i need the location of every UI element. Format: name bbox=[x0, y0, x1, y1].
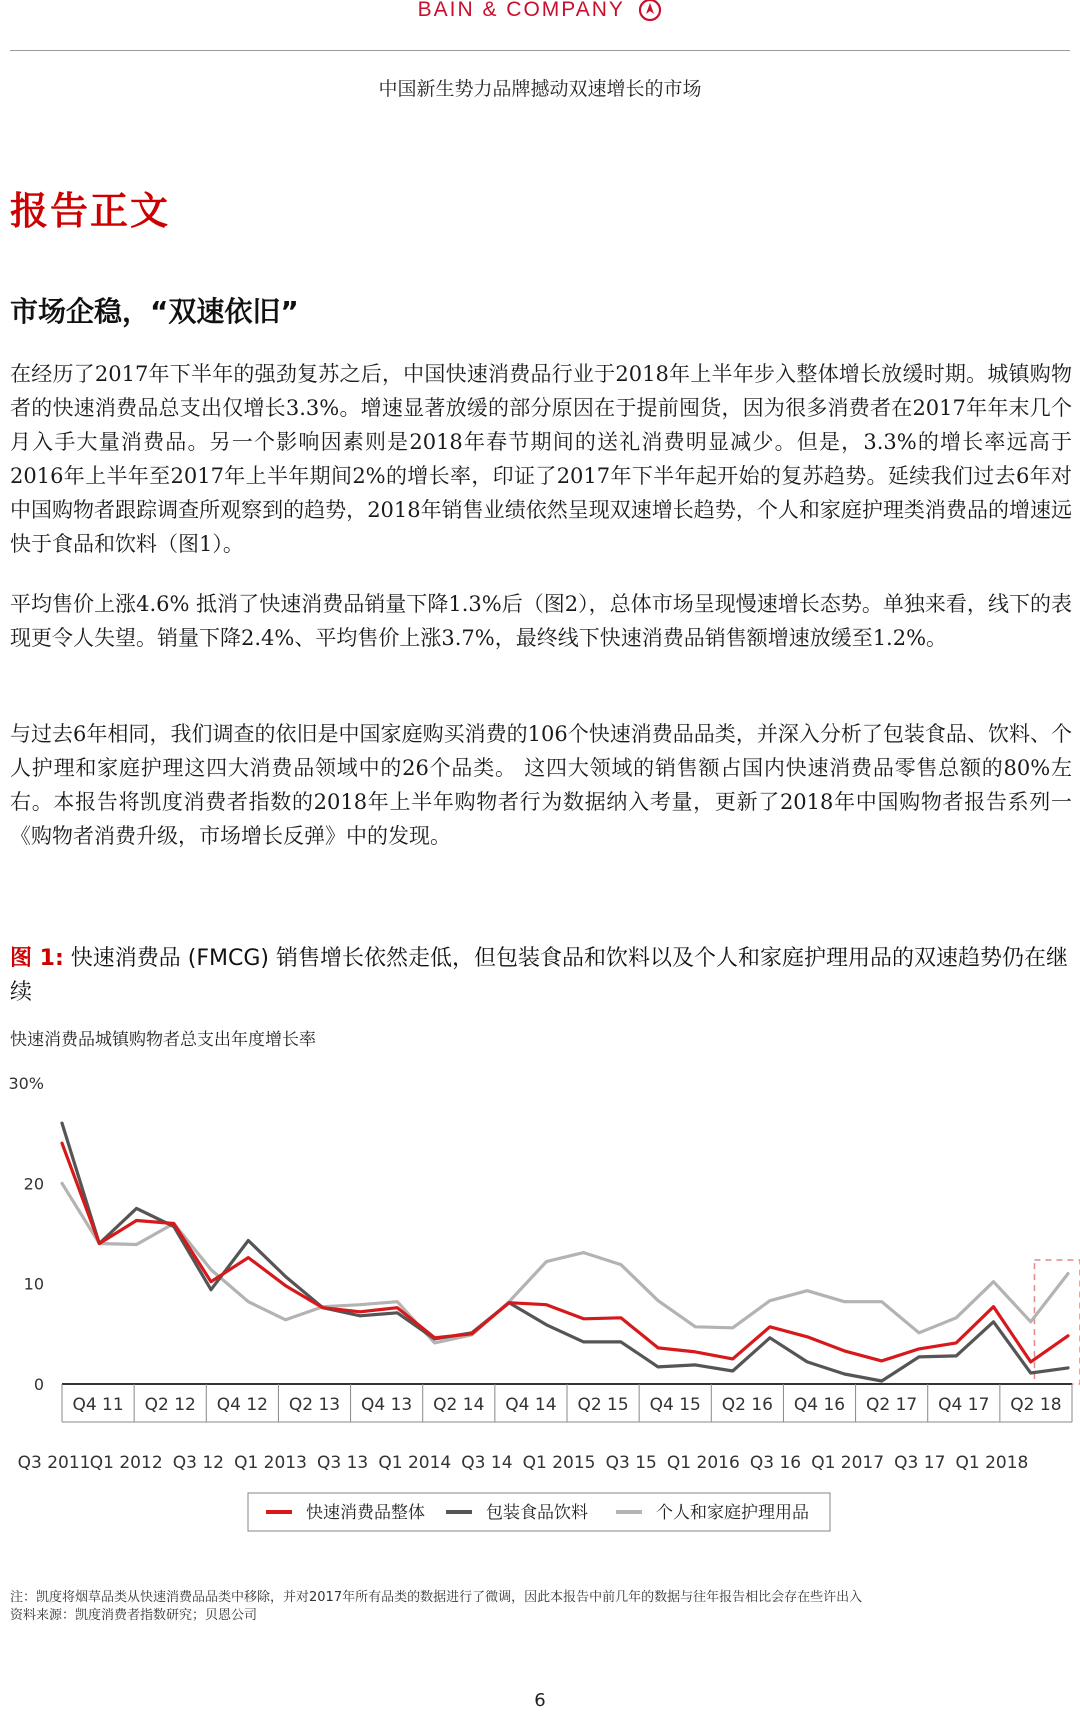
y-axis-ticks bbox=[8, 1074, 44, 1394]
x-tick-label-lower: Q1 2012 bbox=[89, 1453, 163, 1473]
legend-label: 个人和家庭护理用品 bbox=[656, 1503, 809, 1523]
series-line bbox=[62, 1123, 1068, 1381]
subsection-title: 市场企稳，“双速依旧” bbox=[10, 295, 299, 328]
figure-caption-text: 快速消费品 (FMCG) 销售增长依然走低，但包装食品和饮料以及个人和家庭护理用品的双速趋势仍在继续 bbox=[10, 946, 1068, 1005]
x-tick-label-upper: Q2 14 bbox=[433, 1395, 485, 1415]
x-tick-label-upper: Q4 13 bbox=[361, 1395, 413, 1415]
figure-caption bbox=[10, 942, 1072, 1010]
x-tick-label-upper: Q4 16 bbox=[793, 1395, 846, 1415]
legend-label: 快速消费品整体 bbox=[306, 1503, 425, 1523]
y-tick-label: 0 bbox=[33, 1375, 44, 1394]
series-line bbox=[62, 1143, 1068, 1362]
x-tick-label-lower: Q1 2016 bbox=[666, 1453, 740, 1473]
y-tick-label: 10 bbox=[23, 1274, 44, 1294]
footnote-note: 注：凯度将烟草品类从快速消费品品类中移除，并对2017年所有品类的数据进行了微调，因此本报告中前几年的数据与往年报告相比会存在些许出入 bbox=[10, 1590, 863, 1605]
x-tick-label-upper: Q2 12 bbox=[144, 1395, 196, 1415]
x-tick-label-lower: Q3 17 bbox=[894, 1453, 946, 1473]
x-tick-label-lower: Q3 13 bbox=[317, 1453, 369, 1473]
highlight-box-outline bbox=[1034, 1260, 1080, 1384]
y-tick-label: 30% bbox=[8, 1074, 44, 1093]
series-line bbox=[62, 1183, 1068, 1343]
body-paragraph: 与过去6年相同，我们调查的依旧是中国家庭购买消费的106个快速消费品品类，并深入分析了包装食品、饮料、个人护理和家庭护理这四大消费品领域中的26个品类。 这四大领域的销售额占国内快速消费品零售总额的80%左右。本报告将凯度消费者指数的2018年上半年购物者行为数据纳入考量，更新了2018年中国购物者报告系列一《购物者消费升级，市场增长反弹》中的发现。 bbox=[10, 722, 1072, 848]
x-axis bbox=[18, 1384, 1072, 1473]
x-tick-label-upper: Q4 14 bbox=[505, 1395, 557, 1415]
x-tick-label-lower: Q3 15 bbox=[605, 1453, 657, 1473]
x-tick-label-lower: Q1 2013 bbox=[234, 1453, 307, 1473]
footnote-source: 资料来源：凯度消费者指数研究；贝恩公司 bbox=[10, 1608, 258, 1623]
brand-logo bbox=[0, 0, 1080, 22]
x-tick-label-upper: Q4 11 bbox=[72, 1395, 124, 1415]
x-tick-label-upper: Q2 16 bbox=[721, 1395, 773, 1415]
body-paragraph: 在经历了2017年下半年的强劲复苏之后，中国快速消费品行业于2018年上半年步入整体增长放缓时期。城镇购物者的快速消费品总支出仅增长3.3%。增速显著放缓的部分原因在于提前囤货，因为很多消费者在2017年年末几个月入手大量消费品。另一个影响因素则是2018年春节期间的送礼消费明显减少。但是，3.3%的增长率远高于2016年上半年至2017年上半年期间2%的增长率，印证了2017年下半年起开始的复苏趋势。延续我们过去6年对中国购物者跟踪调查所观察到的趋势，2018年销售业绩依然呈现双速增长趋势，个人和家庭护理类消费品的增速远快于食品和饮料（图1）。 bbox=[10, 362, 1072, 556]
figure-label: 图 1: bbox=[10, 946, 64, 971]
x-tick-label-upper: Q4 17 bbox=[938, 1395, 990, 1415]
page-number: 6 bbox=[534, 1690, 546, 1711]
x-tick-label-upper: Q2 13 bbox=[288, 1395, 341, 1415]
x-tick-label-upper: Q4 15 bbox=[649, 1395, 701, 1415]
x-tick-label-lower: Q3 14 bbox=[461, 1453, 513, 1473]
section-title: 报告正文 bbox=[10, 189, 171, 233]
chart-legend bbox=[248, 1493, 830, 1531]
x-tick-label-lower: Q1 2018 bbox=[955, 1453, 1029, 1473]
running-title: 中国新生势力品牌撼动双速增长的市场 bbox=[378, 78, 702, 100]
chart-subtitle: 快速消费品城镇购物者总支出年度增长率 bbox=[10, 1030, 316, 1050]
growth-line-chart bbox=[0, 1060, 1080, 1560]
x-tick-label-lower: Q3 2011 bbox=[17, 1453, 91, 1473]
legend-label: 包装食品饮料 bbox=[486, 1503, 588, 1523]
header-divider bbox=[10, 50, 1070, 51]
x-tick-label-lower: Q1 2015 bbox=[522, 1453, 596, 1473]
body-paragraph: 平均售价上涨4.6% 抵消了快速消费品销量下降1.3%后（图2），总体市场呈现慢速增长态势。单独来看，线下的表现更令人失望。销量下降2.4%、平均售价上涨3.7%，最终线下快速消费品销售额增速放缓至1.2%。 bbox=[10, 592, 1072, 650]
x-tick-label-lower: Q3 12 bbox=[172, 1453, 224, 1473]
y-tick-label: 20 bbox=[23, 1174, 44, 1194]
compass-logo-icon bbox=[638, 0, 662, 22]
x-tick-label-upper: Q2 17 bbox=[866, 1395, 918, 1415]
x-tick-label-lower: Q1 2014 bbox=[378, 1453, 452, 1473]
series-lines bbox=[62, 1123, 1068, 1381]
x-tick-label-upper: Q2 15 bbox=[577, 1395, 629, 1415]
x-tick-label-lower: Q1 2017 bbox=[811, 1453, 885, 1473]
highlight-box bbox=[1034, 1260, 1080, 1384]
brand-name: BAIN & COMPANY bbox=[417, 0, 625, 21]
x-tick-label-upper: Q4 12 bbox=[216, 1395, 268, 1415]
x-tick-label-lower: Q3 16 bbox=[749, 1453, 802, 1473]
x-tick-label-upper: Q2 18 bbox=[1010, 1395, 1062, 1415]
